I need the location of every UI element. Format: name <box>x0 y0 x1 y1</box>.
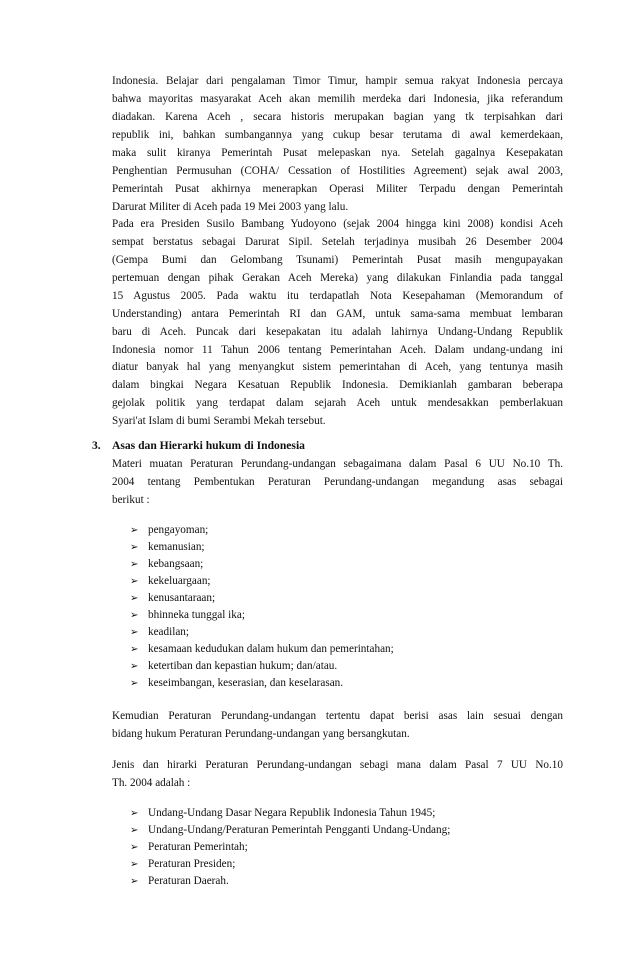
text-line: Jenis dan hirarki Peraturan Perundang-undangan sebagi mana dalam Pasal 7 UU No.10 <box>112 759 563 771</box>
list-item: ➢ Peraturan Pemerintah; <box>130 839 248 856</box>
arrow-bullet-icon: ➢ <box>130 593 139 604</box>
arrow-bullet-icon: ➢ <box>130 859 139 870</box>
text-line: dalam bingkai Negara Kesatuan Republik Indonesia. Demikianlah gambaran beberapa <box>112 379 563 391</box>
text-line: bidang hukum Peraturan Perundang-undangan yang bersangkutan. <box>112 728 410 740</box>
list-item: ➢ Undang-Undang/Peraturan Pemerintah Pengganti Undang-Undang; <box>130 822 450 839</box>
list-item: ➢ kenusantaraan; <box>130 590 215 607</box>
text-line: Indonesia nomor 11 Tahun 2006 tentang Pemerintahan Aceh. Dalam undang-undang ini <box>112 344 563 356</box>
arrow-bullet-icon: ➢ <box>130 808 139 819</box>
text-line: pertemuan dengan pihak Gerakan Aceh Mereka) yang dilakukan Finlandia pada tanggal <box>112 272 563 284</box>
text-line: Th. 2004 adalah : <box>112 777 191 789</box>
list-item: ➢ ketertiban dan kepastian hukum; dan/atau. <box>130 658 337 675</box>
arrow-bullet-icon: ➢ <box>130 559 139 570</box>
text-line: Penghentian Permusuhan (COHA/ Cessation of Hostilities Agreement) sejak awal 2003, <box>112 165 563 177</box>
list-item: ➢ kekeluargaan; <box>130 573 211 590</box>
text-line: 15 Agustus 2005. Pada waktu itu terdapatlah Nota Kesepahaman (Memorandum of <box>112 290 563 302</box>
arrow-bullet-icon: ➢ <box>130 542 139 553</box>
list-item: ➢ Peraturan Presiden; <box>130 856 235 873</box>
text-line: Darurat Militer di Aceh pada 19 Mei 2003 yang lalu. <box>112 201 349 213</box>
text-line: (Gempa Bumi dan Gelombang Tsunami) Pemerintah Pusat masih mengupayakan <box>112 254 563 266</box>
list-item: ➢ Undang-Undang Dasar Negara Republik Indonesia Tahun 1945; <box>130 805 435 822</box>
list-item: ➢ Peraturan Daerah. <box>130 873 229 890</box>
text-line: baru di Aceh. Puncak dari kesepakatan itu adalah lahirnya Undang-Undang Republik <box>112 326 563 338</box>
arrow-bullet-icon: ➢ <box>130 525 139 536</box>
text-line: republik ini, bahkan sumbangannya yang cukup besar terutama di awal kemerdekaan, <box>112 129 563 141</box>
arrow-bullet-icon: ➢ <box>130 644 139 655</box>
text-line: berikut : <box>112 494 150 506</box>
list-item: ➢ keseimbangan, keserasian, dan keselarasan. <box>130 675 343 692</box>
arrow-bullet-icon: ➢ <box>130 825 139 836</box>
arrow-bullet-icon: ➢ <box>130 610 139 621</box>
text-line: Pada era Presiden Susilo Bambang Yudoyono (sejak 2004 hingga kini 2008) kondisi Aceh <box>112 218 563 230</box>
text-line: Pemerintah Pusat akhirnya menerapkan Operasi Militer Terpadu dengan Pemerintah <box>112 183 563 195</box>
text-line: diadakan. Karena Aceh , secara historis merupakan bagian yang tk terpisahkan dari <box>112 111 563 123</box>
text-line: Materi muatan Peraturan Perundang-undangan sebagaimana dalam Pasal 6 UU No.10 Th. <box>112 458 563 470</box>
arrow-bullet-icon: ➢ <box>130 842 139 853</box>
section-title: Asas dan Hierarki hukum di Indonesia <box>112 439 305 452</box>
arrow-bullet-icon: ➢ <box>130 576 139 587</box>
list-item: ➢ keadilan; <box>130 624 189 641</box>
text-line: bahwa mayoritas masyarakat Aceh akan memilih merdeka dari Indonesia, jika referandum <box>112 93 563 105</box>
arrow-bullet-icon: ➢ <box>130 678 139 689</box>
arrow-bullet-icon: ➢ <box>130 627 139 638</box>
text-line: diatur banyak hal yang menyangkut sistem pemerintahan di Aceh, yang tentunya masih <box>112 361 563 373</box>
text-line: sempat berstatus sebagai Darurat Sipil. Setelah terjadinya musibah 26 Desember 2004 <box>112 236 563 248</box>
list-item: ➢ pengayoman; <box>130 522 208 539</box>
text-line: Syari'at Islam di bumi Serambi Mekah tersebut. <box>112 415 326 427</box>
text-line: 2004 tentang Pembentukan Peraturan Perundang-undangan megandung asas sebagai <box>112 476 563 488</box>
text-line: Understanding) antara Pemerintah RI dan GAM, untuk sama-sama membuat lembaran <box>112 308 563 320</box>
list-item: ➢ kesamaan kedudukan dalam hukum dan pemerintahan; <box>130 641 394 658</box>
list-item: ➢ kebangsaan; <box>130 556 203 573</box>
list-item: ➢ kemanusian; <box>130 539 205 556</box>
list-item: ➢ bhinneka tunggal ika; <box>130 607 245 624</box>
arrow-bullet-icon: ➢ <box>130 661 139 672</box>
section-number: 3. <box>92 439 101 452</box>
arrow-bullet-icon: ➢ <box>130 876 139 887</box>
section-heading <box>92 437 305 455</box>
text-line: gejolak politik yang terdapat dalam sejarah Aceh untuk mendesakkan pemberlakuan <box>112 397 563 409</box>
text-line: Kemudian Peraturan Perundang-undangan tertentu dapat berisi asas lain sesuai dengan <box>112 710 563 722</box>
text-line: maka sulit kiranya Pemerintah Pusat melepaskan nya. Setelah gagalnya Kesepakatan <box>112 147 563 159</box>
text-line: Indonesia. Belajar dari pengalaman Timor Timur, hampir semua rakyat Indonesia percaya <box>112 75 563 87</box>
